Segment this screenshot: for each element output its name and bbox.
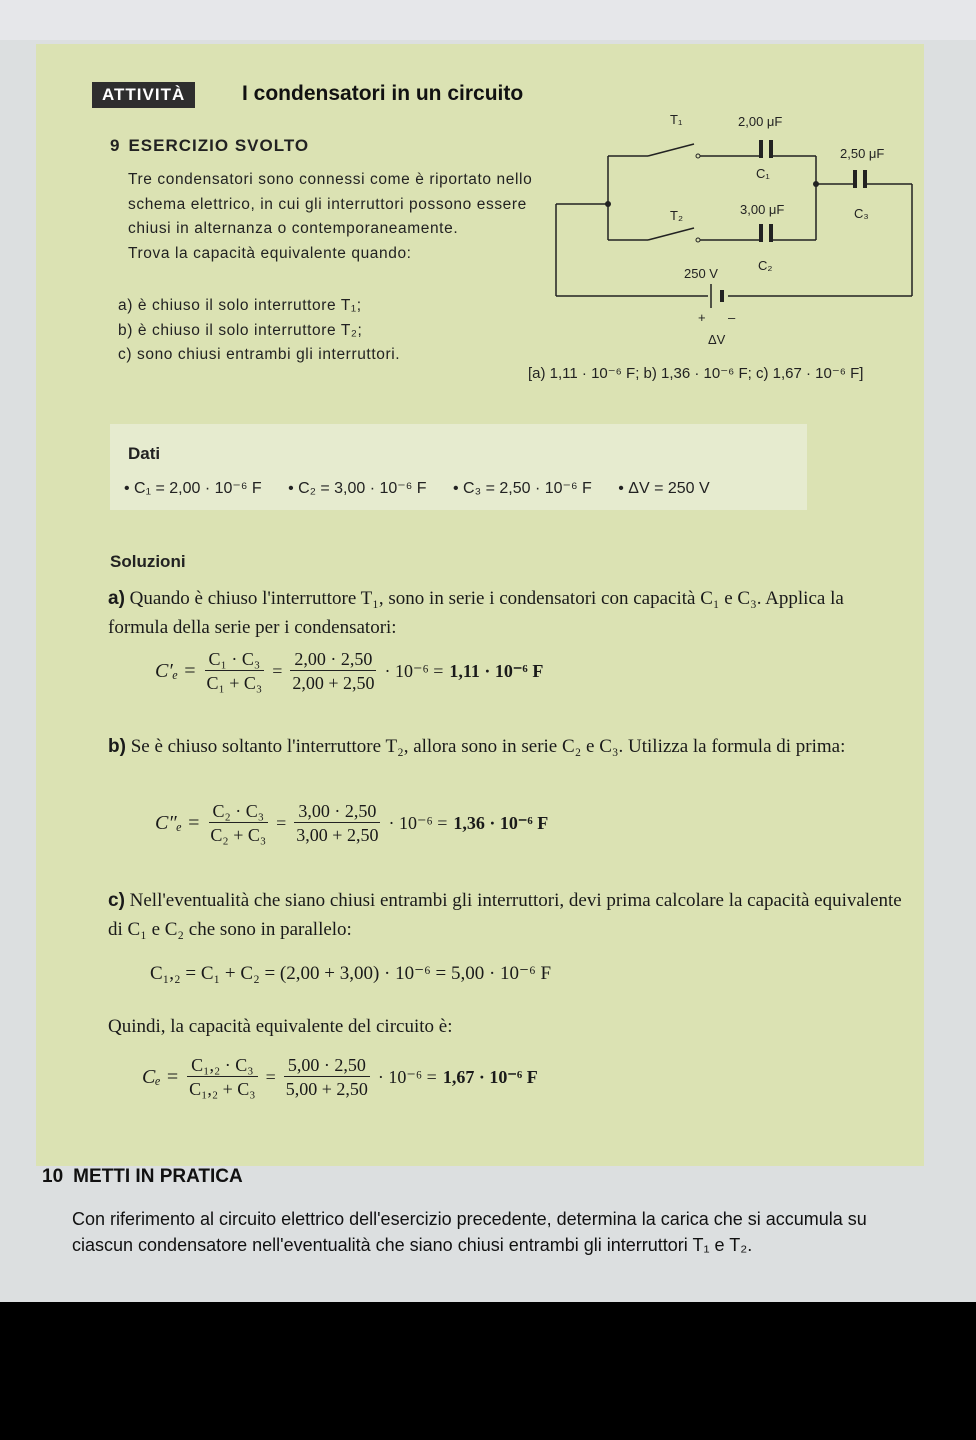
frac-num: C₁ · C₃: [205, 648, 265, 671]
dati-item-c3: • C₃ = 2,50 · 10⁻⁶ F: [453, 480, 592, 497]
option-b: b) è chiuso il solo interruttore T₂;: [118, 321, 363, 339]
problem-options: [118, 294, 538, 368]
solution-c-text: [108, 886, 908, 944]
equals-sign: =: [265, 1067, 276, 1087]
formula-a-frac2: [288, 648, 378, 695]
formula-b-result: 1,36 · 10⁻⁶ F: [453, 813, 549, 833]
label-c3-value: 2,50 μF: [840, 146, 885, 161]
label-t1: T₁: [670, 112, 683, 127]
exercise-10-number: 10: [42, 1166, 64, 1187]
frac-num: 2,00 · 2,50: [290, 648, 376, 671]
equals-sign: =: [272, 661, 283, 681]
frac-den: C₁,₂ + C₃: [189, 1079, 256, 1099]
label-plus: +: [698, 310, 706, 325]
frac-den: C₂ + C₃: [210, 825, 267, 845]
problem-text: Tre condensatori sono connessi come è riportato nello schema elettrico, in cui gli interruttori possono essere chiusi in alternanza o contemporaneamente.: [128, 171, 533, 237]
formula-b-frac2: [292, 800, 382, 847]
formula-b-frac1: [206, 800, 270, 847]
exercise-9-heading: [110, 136, 309, 156]
label-c2-value: 3,00 μF: [740, 202, 785, 217]
activity-tag: ATTIVITÀ: [92, 82, 195, 108]
formula-c-lhs: Cₑ =: [142, 1066, 180, 1088]
exercise-number: 9: [110, 136, 121, 155]
frac-den: 2,00 + 2,50: [292, 673, 375, 693]
soluzioni-title: Soluzioni: [110, 552, 186, 571]
solution-a-body: Quando è chiuso l'interruttore T₁, sono in serie i condensatori con capacità C₁ e C₃. Applica la formula della serie per i condensatori:: [108, 588, 844, 638]
formula-c-result: 1,67 · 10⁻⁶ F: [442, 1067, 538, 1087]
formula-c-tail: · 10⁻⁶ =: [377, 1067, 437, 1087]
option-a: a) è chiuso il solo interruttore T₁;: [118, 297, 362, 314]
frac-den: 5,00 + 2,50: [285, 1079, 368, 1099]
formula-b: [155, 800, 548, 847]
label-c3: C₃: [854, 206, 869, 221]
circuit-diagram: [548, 100, 928, 360]
solution-a-letter: a): [108, 588, 125, 609]
exercise-10-text: Con riferimento al circuito elettrico dell'esercizio precedente, determina la carica che si accumula su ciascun condensatore nell'eventualità che siano chiusi entrambi gli interruttori T₁ e T₂.: [72, 1209, 867, 1255]
dati-item-c1: • C₁ = 2,00 · 10⁻⁶ F: [124, 480, 262, 497]
frac-num: C₁,₂ · C₃: [187, 1054, 257, 1077]
frac-num: 5,00 · 2,50: [284, 1054, 370, 1077]
label-c2: C₂: [758, 258, 773, 273]
label-c1-value: 2,00 μF: [738, 114, 783, 129]
solution-b-body: Se è chiuso soltanto l'interruttore T₂, allora sono in serie C₂ e C₃. Utilizza la formula di prima:: [130, 736, 846, 757]
formula-c-parallel: C₁,₂ = C₁ + C₂ = (2,00 + 3,00) · 10⁻⁶ = 5,00 · 10⁻⁶ F: [150, 963, 552, 984]
problem-question: Trova la capacità equivalente quando:: [128, 244, 412, 262]
answers-line: [a) 1,11 · 10⁻⁶ F; b) 1,36 · 10⁻⁶ F; c) 1,67 · 10⁻⁶ F]: [528, 365, 864, 382]
switch-t2-contact: [696, 238, 700, 242]
formula-b-lhs: C″ₑ =: [155, 812, 201, 834]
dati-item-c2: • C₂ = 3,00 · 10⁻⁶ F: [288, 480, 427, 497]
solution-b-letter: b): [108, 736, 126, 757]
solution-c-letter: c): [108, 890, 125, 911]
exercise-label: ESERCIZIO SVOLTO: [128, 136, 310, 155]
formula-c-frac2: [282, 1054, 372, 1101]
formula-a-tail: · 10⁻⁶ =: [384, 661, 444, 681]
solution-a-text: [108, 584, 908, 642]
switch-t1: [648, 144, 694, 156]
solution-c-body: Nell'eventualità che siano chiusi entrambi gli interruttori, devi prima calcolare la capacità equivalente di C₁ e C₂ che sono in parallelo:: [108, 890, 902, 940]
label-c1: C₁: [756, 166, 770, 181]
activity-title: I condensatori in un circuito: [242, 82, 524, 105]
frac-num: C₂ · C₃: [209, 800, 269, 823]
equals-sign: =: [276, 813, 287, 833]
option-c: c) sono chiusi entrambi gli interruttori.: [118, 346, 401, 363]
switch-t2: [648, 228, 694, 240]
frac-den: 3,00 + 2,50: [296, 825, 379, 845]
formula-a-result: 1,11 · 10⁻⁶ F: [449, 661, 544, 681]
frac-num: 3,00 · 2,50: [294, 800, 380, 823]
label-minus: –: [728, 310, 736, 325]
label-voltage: 250 V: [684, 266, 718, 281]
formula-a: [155, 648, 543, 695]
formula-a-lhs: C′ₑ =: [155, 660, 197, 682]
frac-den: C₁ + C₃: [206, 673, 263, 693]
dati-title: Dati: [128, 444, 161, 463]
solution-b-text: [108, 732, 908, 761]
dati-list: [124, 478, 732, 498]
formula-b-tail: · 10⁻⁶ =: [388, 813, 448, 833]
switch-t1-contact: [696, 154, 700, 158]
formula-a-frac1: [202, 648, 266, 695]
formula-c-frac1: [185, 1054, 260, 1101]
dati-item-dv: • ΔV = 250 V: [618, 480, 710, 497]
page-top-strip: [0, 0, 976, 40]
label-delta-v: ΔV: [708, 332, 726, 347]
exercise-10-label: METTI IN PRATICA: [73, 1166, 243, 1187]
problem-statement: [128, 168, 533, 266]
solution-c-text2: Quindi, la capacità equivalente del circuito è:: [108, 1016, 453, 1037]
formula-c: [142, 1054, 538, 1101]
label-t2: T₂: [670, 208, 683, 223]
exercise-10-heading: [42, 1166, 243, 1188]
